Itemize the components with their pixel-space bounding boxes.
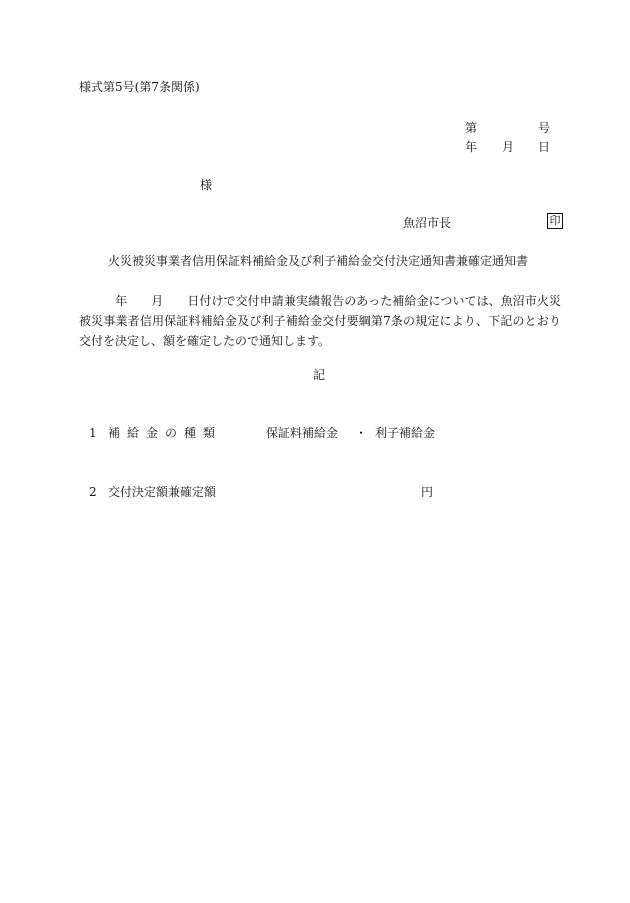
date-year-label: 年 — [465, 140, 478, 154]
seal-mark: 印 — [547, 213, 563, 229]
item-2-label: 交付決定額兼確定額 — [108, 485, 217, 499]
document-number-suffix: 号 — [538, 121, 551, 135]
body-month-label: 月 — [151, 294, 164, 308]
document-title: 火災被災事業者信用保証料補給金及び利子補給金交付決定通知書兼確定通知書 — [108, 254, 529, 268]
item-1-option-guarantee-fee: 保証料補給金 — [266, 426, 339, 440]
form-number: 様式第5号(第7条関係) — [79, 80, 200, 94]
document-number-prefix: 第 — [465, 121, 478, 135]
item-1-separator: ・ — [355, 426, 368, 440]
issuer-name: 魚沼市長 — [403, 216, 452, 230]
body-year-label: 年 — [115, 294, 128, 308]
item-2-unit: 円 — [421, 485, 434, 499]
ki-heading: 記 — [313, 368, 326, 382]
date-day-label: 日 — [538, 140, 551, 154]
body-paragraph — [79, 291, 561, 351]
date-month-label: 月 — [502, 140, 515, 154]
item-2-number: 2 — [89, 485, 97, 499]
item-1-number: 1 — [89, 426, 97, 440]
addressee-suffix: 様 — [200, 178, 213, 192]
body-text: 日付けで交付申請兼実績報告のあった補給金については、魚沼市火災被災事業者信用保証料補給金及び利子補給金交付要綱第7条の規定により、下記のとおり交付を決定し、額を確定したので通知します。 — [79, 294, 561, 348]
item-1-option-interest: 利子補給金 — [375, 426, 436, 440]
item-1-label: 補給金の種類 — [108, 426, 223, 440]
